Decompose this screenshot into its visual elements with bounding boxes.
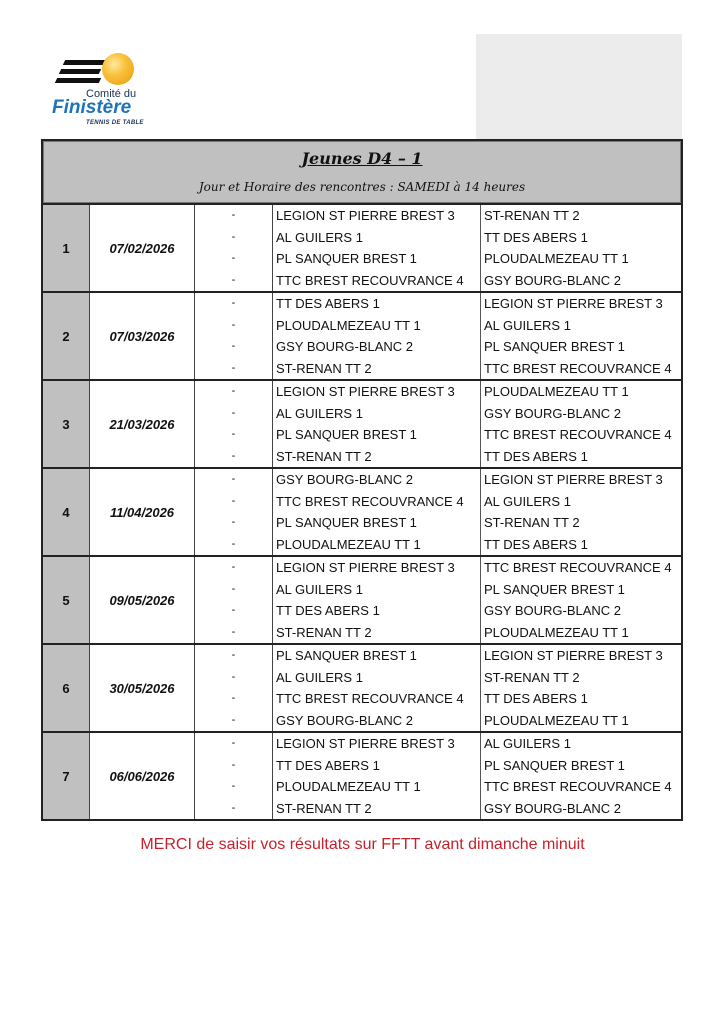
match-separator: - — [231, 516, 236, 528]
home-team: AL GUILERS 1 — [276, 405, 363, 421]
round-number: 3 — [43, 381, 90, 467]
home-team: ST-RENAN TT 2 — [276, 800, 372, 816]
away-team: PLOUDALMEZEAU TT 1 — [484, 251, 629, 266]
away-team: TTC BREST RECOUVRANCE 4 — [484, 360, 672, 376]
home-team: TTC BREST RECOUVRANCE 4 — [276, 493, 464, 509]
away-team: TT DES ABERS 1 — [484, 691, 588, 706]
round-date: 07/03/2026 — [90, 293, 195, 379]
match-separator: - — [231, 625, 236, 638]
home-team: ST-RENAN TT 2 — [276, 624, 372, 640]
away-team: PLOUDALMEZEAU TT 1 — [484, 624, 629, 640]
away-team: PLOUDALMEZEAU TT 1 — [484, 384, 629, 399]
away-team: AL GUILERS 1 — [484, 736, 571, 751]
separator-column — [195, 557, 273, 643]
home-team: LEGION ST PIERRE BREST 3 — [276, 560, 455, 575]
separator-column — [195, 645, 273, 731]
home-team: PLOUDALMEZEAU TT 1 — [276, 536, 421, 552]
match-separator: - — [231, 361, 236, 374]
home-team: ST-RENAN TT 2 — [276, 360, 372, 376]
round-date: 09/05/2026 — [90, 557, 195, 643]
home-team: PLOUDALMEZEAU TT 1 — [276, 779, 421, 794]
home-team: GSY BOURG-BLANC 2 — [276, 339, 414, 354]
round-row — [43, 203, 681, 291]
away-team: ST-RENAN TT 2 — [484, 208, 580, 223]
away-team: PLOUDALMEZEAU TT 1 — [484, 712, 629, 728]
match-separator: - — [231, 385, 236, 397]
home-team: PL SANQUER BREST 1 — [276, 251, 417, 266]
page-title: Jeunes D4 – 1 — [301, 149, 423, 168]
home-team: ST-RENAN TT 2 — [276, 448, 372, 464]
away-team: PL SANQUER BREST 1 — [484, 339, 625, 354]
rounds-container — [43, 203, 681, 819]
away-teams-column — [481, 469, 681, 555]
match-separator: - — [231, 449, 236, 462]
away-team: ST-RENAN TT 2 — [484, 669, 580, 685]
home-team: LEGION ST PIERRE BREST 3 — [276, 384, 455, 399]
home-team: TT DES ABERS 1 — [276, 296, 380, 311]
home-team: TTC BREST RECOUVRANCE 4 — [276, 272, 464, 288]
round-date: 11/04/2026 — [90, 469, 195, 555]
home-team: AL GUILERS 1 — [276, 229, 363, 245]
schedule-header — [43, 141, 681, 203]
round-row — [43, 643, 681, 731]
match-separator: - — [231, 582, 236, 595]
match-separator: - — [231, 252, 236, 264]
home-team: TT DES ABERS 1 — [276, 757, 380, 773]
match-separator: - — [231, 561, 236, 573]
away-team: GSY BOURG-BLANC 2 — [484, 800, 622, 816]
home-team: GSY BOURG-BLANC 2 — [276, 712, 414, 728]
placeholder-box — [476, 34, 682, 140]
home-team: PL SANQUER BREST 1 — [276, 515, 417, 530]
schedule-table — [41, 139, 683, 821]
away-teams-column — [481, 645, 681, 731]
match-separator: - — [231, 297, 236, 309]
home-teams-column — [273, 293, 481, 379]
round-row — [43, 291, 681, 379]
match-separator: - — [231, 230, 236, 243]
round-date: 06/06/2026 — [90, 733, 195, 819]
match-separator: - — [231, 428, 236, 440]
match-separator: - — [231, 406, 236, 419]
round-number: 6 — [43, 645, 90, 731]
match-separator: - — [231, 318, 236, 331]
footer-note: MERCI de saisir vos résultats sur FFTT avant dimanche minuit — [140, 836, 585, 853]
home-teams-column — [273, 557, 481, 643]
away-team: TTC BREST RECOUVRANCE 4 — [484, 427, 672, 442]
separator-column — [195, 205, 273, 291]
comite-finistere-logo — [52, 48, 162, 133]
home-team: PLOUDALMEZEAU TT 1 — [276, 317, 421, 333]
match-separator: - — [231, 801, 236, 814]
home-team: PL SANQUER BREST 1 — [276, 648, 417, 663]
round-row — [43, 555, 681, 643]
match-separator: - — [231, 780, 236, 792]
match-separator: - — [231, 473, 236, 485]
round-number: 2 — [43, 293, 90, 379]
away-team: TTC BREST RECOUVRANCE 4 — [484, 560, 672, 575]
match-separator: - — [231, 692, 236, 704]
away-team: PL SANQUER BREST 1 — [484, 757, 625, 773]
logo-line1: Comité du — [86, 88, 137, 100]
round-row — [43, 379, 681, 467]
round-number: 7 — [43, 733, 90, 819]
away-team: LEGION ST PIERRE BREST 3 — [484, 472, 663, 487]
match-separator: - — [231, 494, 236, 507]
away-team: TTC BREST RECOUVRANCE 4 — [484, 779, 672, 794]
match-separator: - — [231, 273, 236, 286]
ping-pong-ball-icon — [102, 53, 134, 85]
page-subtitle: Jour et Horaire des rencontres : SAMEDI à 14 heures — [198, 180, 526, 194]
away-teams-column — [481, 293, 681, 379]
home-team: GSY BOURG-BLANC 2 — [276, 472, 414, 487]
match-separator: - — [231, 340, 236, 352]
round-date: 07/02/2026 — [90, 205, 195, 291]
away-team: PL SANQUER BREST 1 — [484, 581, 625, 597]
away-teams-column — [481, 381, 681, 467]
away-team: LEGION ST PIERRE BREST 3 — [484, 296, 663, 311]
away-team: AL GUILERS 1 — [484, 493, 571, 509]
away-team: LEGION ST PIERRE BREST 3 — [484, 648, 663, 663]
home-teams-column — [273, 733, 481, 819]
round-date: 21/03/2026 — [90, 381, 195, 467]
logo-line2: Finistère — [52, 97, 132, 118]
home-teams-column — [273, 469, 481, 555]
logo-line3: TENNIS DE TABLE — [86, 120, 144, 126]
home-team: LEGION ST PIERRE BREST 3 — [276, 208, 455, 223]
round-row — [43, 467, 681, 555]
match-separator: - — [231, 737, 236, 749]
round-number: 1 — [43, 205, 90, 291]
away-team: TT DES ABERS 1 — [484, 448, 588, 464]
home-team: TT DES ABERS 1 — [276, 603, 380, 618]
round-number: 4 — [43, 469, 90, 555]
away-team: TT DES ABERS 1 — [484, 229, 588, 245]
match-separator: - — [231, 713, 236, 726]
match-separator: - — [231, 758, 236, 771]
away-team: TT DES ABERS 1 — [484, 536, 588, 552]
separator-column — [195, 733, 273, 819]
round-number: 5 — [43, 557, 90, 643]
home-team: AL GUILERS 1 — [276, 581, 363, 597]
home-team: LEGION ST PIERRE BREST 3 — [276, 736, 455, 751]
home-teams-column — [273, 205, 481, 291]
separator-column — [195, 469, 273, 555]
match-separator: - — [231, 604, 236, 616]
match-separator: - — [231, 670, 236, 683]
away-teams-column — [481, 205, 681, 291]
separator-column — [195, 293, 273, 379]
match-separator: - — [231, 537, 236, 550]
away-team: ST-RENAN TT 2 — [484, 515, 580, 530]
home-team: TTC BREST RECOUVRANCE 4 — [276, 691, 464, 706]
away-team: GSY BOURG-BLANC 2 — [484, 272, 622, 288]
away-teams-column — [481, 557, 681, 643]
home-teams-column — [273, 645, 481, 731]
away-team: GSY BOURG-BLANC 2 — [484, 603, 622, 618]
round-date: 30/05/2026 — [90, 645, 195, 731]
away-team: AL GUILERS 1 — [484, 317, 571, 333]
away-team: GSY BOURG-BLANC 2 — [484, 405, 622, 421]
away-teams-column — [481, 733, 681, 819]
round-row — [43, 731, 681, 819]
match-separator: - — [231, 649, 236, 661]
home-team: PL SANQUER BREST 1 — [276, 427, 417, 442]
home-team: AL GUILERS 1 — [276, 669, 363, 685]
match-separator: - — [231, 209, 236, 221]
separator-column — [195, 381, 273, 467]
home-teams-column — [273, 381, 481, 467]
